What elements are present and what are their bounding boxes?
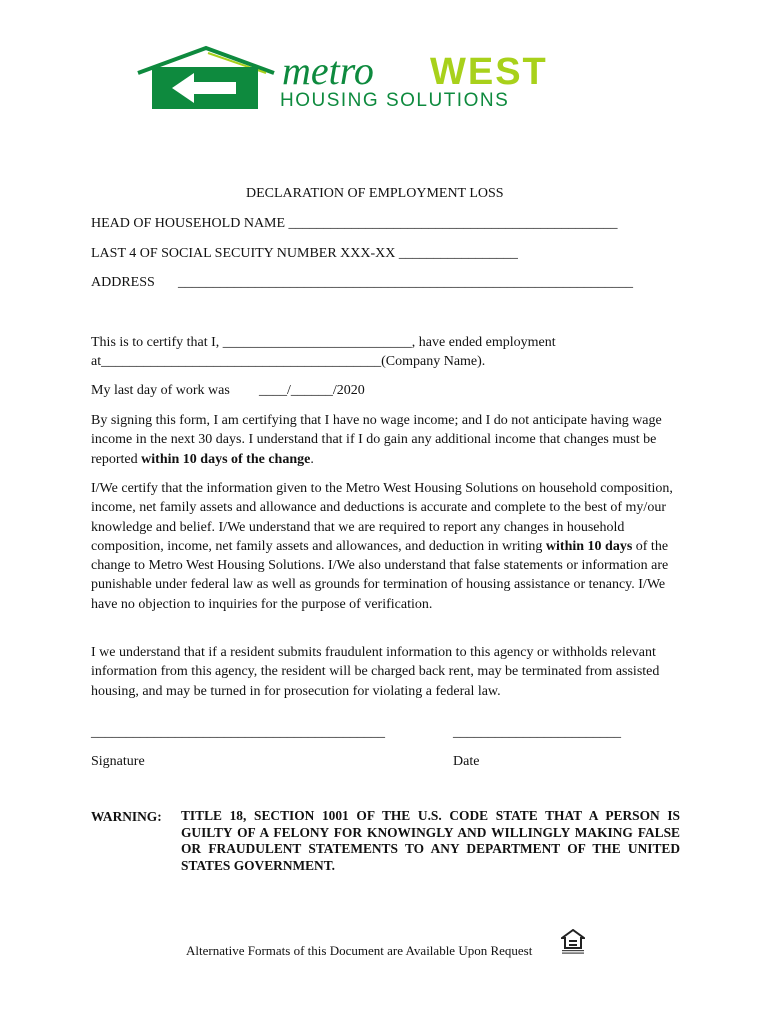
address-label: ADDRESS: [91, 275, 155, 290]
last-day-label: My last day of work was: [91, 383, 230, 398]
house-arrow-icon: [136, 45, 276, 111]
date-line: ________________________: [453, 725, 621, 740]
bold-deadline-2: within 10 days: [545, 538, 633, 554]
metro-west-logo: [136, 45, 596, 115]
certify-line-1: This is to certify that I, ___________________________, have ended employment: [91, 335, 556, 350]
date-label: Date: [453, 754, 480, 769]
last-day-blank: ____/______/2020: [259, 383, 365, 398]
footer-note: Alternative Formats of this Document are Available Upon Request: [186, 943, 533, 958]
ssn-field: LAST 4 OF SOCIAL SECUITY NUMBER XXX-XX _________________: [91, 246, 518, 261]
logo-subtitle: HOUSING SOLUTIONS: [280, 90, 510, 111]
paragraph-income-certification: By signing this form, I am certifying that I have no wage income; and I do not anticipate having wage income in the next 30 days. I understand that if I do gain any additional income that changes must be reported within 10 days of the change.: [91, 413, 662, 467]
warning-text: TITLE 18, SECTION 1001 OF THE U.S. CODE STATE THAT A PERSON IS GUILTY OF A FELONY FOR KNOWINGLY AND WILLINGLY MAKING FALSE OR FRAUDULENT STATEMENTS TO ANY DEPARTMENT OF THE UNITED STATES GOVERNMENT.: [181, 808, 680, 873]
signature-label: Signature: [91, 754, 145, 769]
warning-label: WARNING:: [91, 809, 162, 824]
logo-metro-text: metro: [282, 48, 374, 93]
head-of-household-field: HEAD OF HOUSEHOLD NAME _______________________________________________: [91, 216, 618, 231]
equal-housing-opportunity-icon: [561, 929, 585, 955]
logo-west-text: WEST: [430, 51, 548, 93]
bold-deadline-1: within 10 days of the change: [141, 451, 311, 467]
certify-line-2: at________________________________________(Company Name).: [91, 354, 486, 369]
paragraph-certification: I/We certify that the information given to the Metro West Housing Solutions on household composition, income, net family assets and allowance and deductions is accurate and complete to the best of my/our knowledge and belief. I/We understand that we are required to report any changes in household composition, income, net family assets and allowances, and deduction in writing within 10 days of the change to Metro West Housing Solutions. I/We also understand that false statements or information are punishable under federal law as well as grounds for termination of housing assistance or tenancy. I/We have no objection to inquiries for the purpose of verification.: [91, 481, 673, 612]
signature-line: __________________________________________: [91, 725, 385, 740]
form-title: DECLARATION OF EMPLOYMENT LOSS: [246, 186, 504, 201]
paragraph-fraud-warning: I we understand that if a resident submits fraudulent information to this agency or withholds relevant information from this agency, the resident will be charged back rent, may be terminated from assisted housing, and may be turned in for prosecution for violating a federal law.: [91, 645, 660, 699]
address-blank: _________________________________________________________________: [178, 275, 633, 290]
